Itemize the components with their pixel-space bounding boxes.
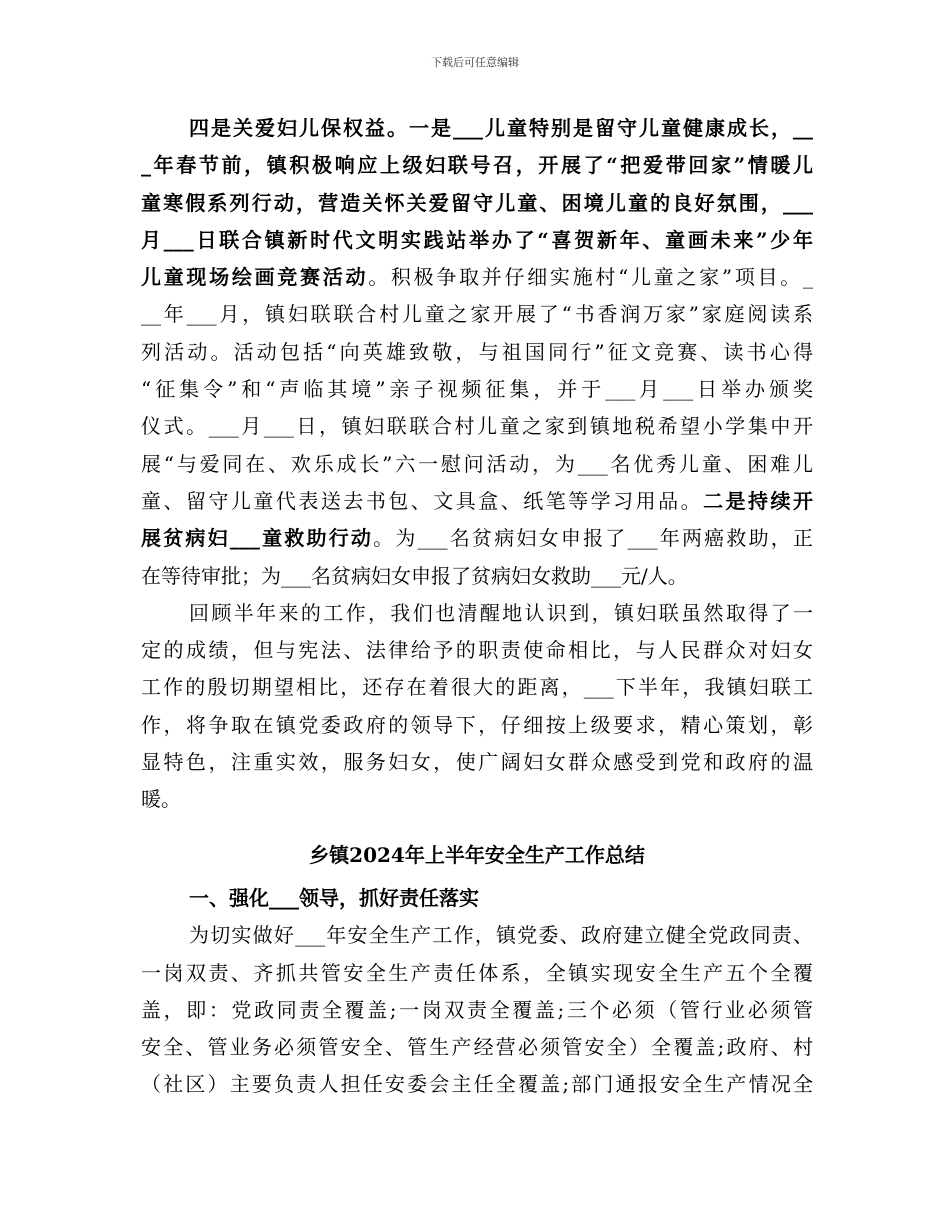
text-line: _年春节前，镇积极响应上级妇联号召，开展了“把爱带回家”情暖儿 xyxy=(141,153,813,178)
text-line: __年___月，镇妇联联合村儿童之家开展了“书香润万家”家庭阅读系 xyxy=(141,302,813,327)
text-line: 定的成绩，但与宪法、法律给予的职责使命相比，与人民群众对妇女 xyxy=(141,638,813,663)
document-body xyxy=(141,110,813,1104)
text-line: 回顾半年来的工作，我们也清醒地认识到，镇妇联虽然取得了一 xyxy=(189,600,813,625)
text-line: 仪式。___月___日，镇妇联联合村儿童之家到镇地税希望小学集中开 xyxy=(141,414,813,439)
text-line: 暖。 xyxy=(141,787,181,812)
section-heading: 一、强化___领导，抓好责任落实 xyxy=(189,885,479,910)
text-line: 工作的殷切期望相比，还存在着很大的距离，___下半年，我镇妇联工 xyxy=(141,675,813,700)
text-line: “征集令”和“声临其境”亲子视频征集，并于___月___日举办颁奖 xyxy=(141,377,813,402)
text-line: 儿童现场绘画竞赛活动。积极争取并仔细实施村“儿童之家”项目。_ xyxy=(141,265,813,290)
text-line: 显特色，注重实效，服务妇女，使广阔妇女群众感受到党和政府的温 xyxy=(141,750,813,775)
text-line: 月___日联合镇新时代文明实践站举办了“喜贺新年、童画未来”少年 xyxy=(141,227,813,252)
text-line: 展贫病妇___童救助行动。为___名贫病妇女申报了___年两癌救助，正 xyxy=(141,526,813,551)
page-header: 下载后可任意编辑 xyxy=(431,56,519,69)
paragraph-women-children xyxy=(141,110,813,595)
text-line: 列活动。活动包括“向英雄致敬，与祖国同行”征文竞赛、读书心得 xyxy=(141,339,813,364)
text-line: 作，将争取在镇党委政府的领导下，仔细按上级要求，精心策划，彰 xyxy=(141,712,813,737)
text-line: 童寒假系列行动，营造关怀关爱留守儿童、困境儿童的良好氛围，___ xyxy=(141,190,813,215)
text-line: 四是关爱妇儿保权益。一是___儿童特别是留守儿童健康成长，__ xyxy=(189,116,813,140)
text-line: 童、留守儿童代表送去书包、文具盒、纸笔等学习用品。二是持续开 xyxy=(141,488,813,513)
text-line: 一岗双责、齐抓共管安全生产责任体系，全镇实现安全生产五个全覆 xyxy=(141,960,813,985)
text-line: 在等待审批；为___名贫病妇女申报了贫病妇女救助___元/人。 xyxy=(141,563,688,588)
document-title: 乡镇2024年上半年安全生产工作总结 xyxy=(309,842,645,867)
paragraph-safety xyxy=(141,917,813,1103)
text-line: 安全、管业务必须管安全、管生产经营必须管安全）全覆盖;政府、村 xyxy=(141,1035,813,1060)
text-line: 盖，即：党政同责全覆盖;一岗双责全覆盖;三个必须（管行业必须管 xyxy=(141,997,813,1022)
text-line: 为切实做好___年安全生产工作，镇党委、政府建立健全党政同责、 xyxy=(189,923,813,948)
text-line: （社区）主要负责人担任安委会主任全覆盖;部门通报安全生产情况全 xyxy=(141,1072,813,1097)
paragraph-review xyxy=(141,595,813,819)
text-line: 展“与爱同在、欢乐成长”六一慰问活动，为___名优秀儿童、困难儿 xyxy=(141,451,813,476)
